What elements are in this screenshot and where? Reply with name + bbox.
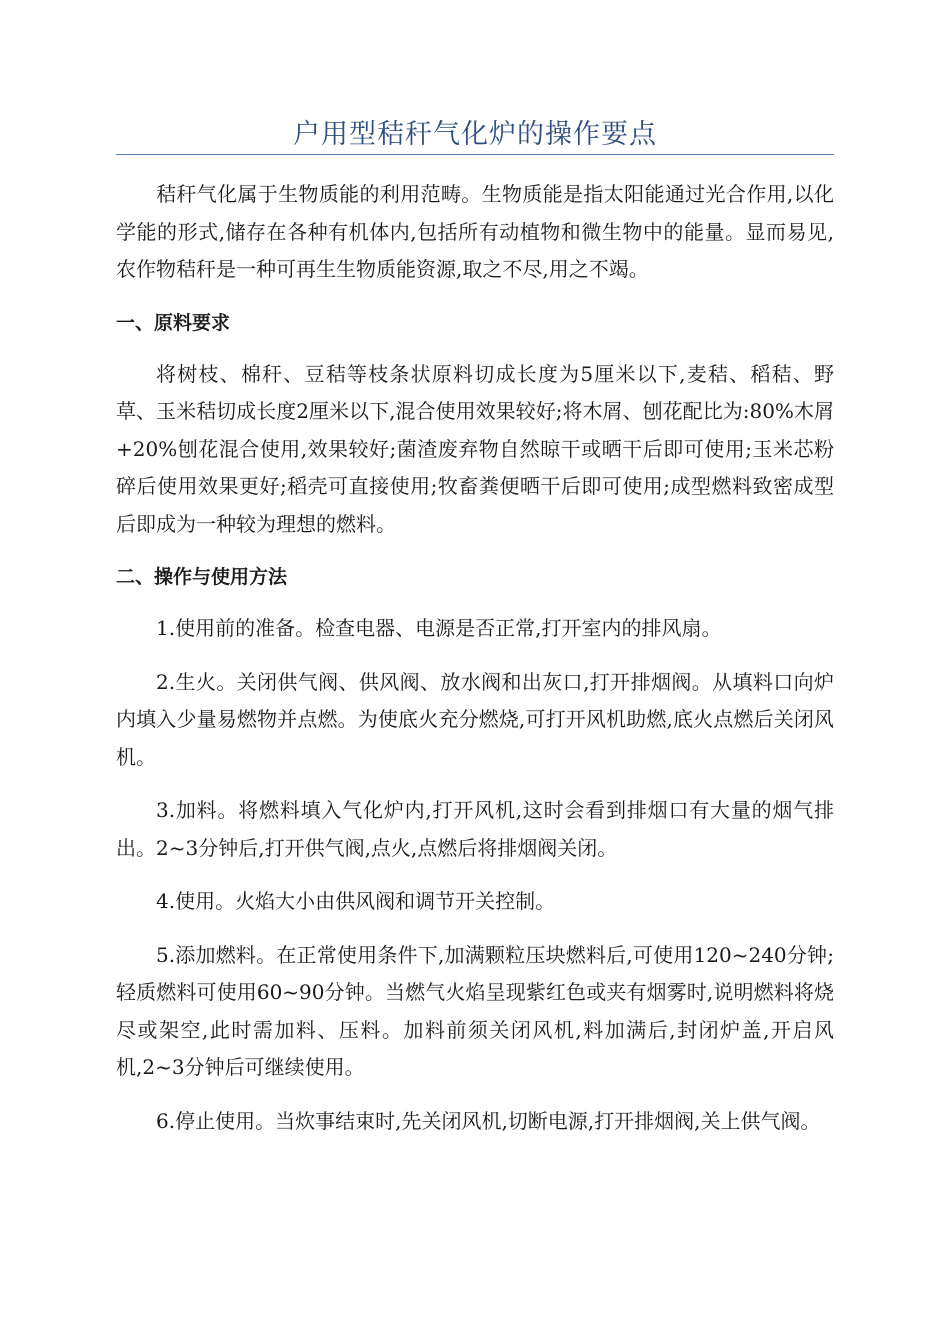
step-paragraph-3: 3.加料。将燃料填入气化炉内,打开风机,这时会看到排烟口有大量的烟气排出。2~3分钟后,打开供气阀,点火,点燃后将排烟阀关闭。 [116,798,834,860]
intro-paragraph: 秸秆气化属于生物质能的利用范畴。生物质能是指太阳能通过光合作用,以化学能的形式,储存在各种有机体内,包括所有动植物和微生物中的能量。显而易见,农作物秸秆是一种可再生生物质能资源,取之不尽,用之不竭。 [116,182,834,281]
document-body [116,176,834,1156]
step-paragraph-5: 5.添加燃料。在正常使用条件下,加满颗粒压块燃料后,可使用120~240分钟;轻质燃料可使用60~90分钟。当燃气火焰呈现紫红色或夹有烟雾时,说明燃料将烧尽或架空,此时需加料、压料。加料前须关闭风机,料加满后,封闭炉盖,开启风机,2~3分钟后可继续使用。 [116,942,834,1079]
step-paragraph-6: 6.停止使用。当炊事结束时,先关闭风机,切断电源,打开排烟阀,关上供气阀。 [156,1108,821,1133]
section-heading-materials: 一、原料要求 [116,311,231,334]
section-heading-operation: 二、操作与使用方法 [116,566,288,588]
step-paragraph-4: 4.使用。火焰大小由供风阀和调节开关控制。 [156,889,556,913]
step-paragraph-1: 1.使用前的准备。检查电器、电源是否正常,打开室内的排风扇。 [156,616,722,640]
document-title: 户用型秸秆气化炉的操作要点 [293,119,657,150]
step-paragraph-2: 2.生火。关闭供气阀、供风阀、放水阀和出灰口,打开排烟阀。从填料口向炉内填入少量易燃物并点燃。为使底火充分燃烧,可打开风机助燃,底火点燃后关闭风机。 [116,669,834,769]
title-underline [116,154,834,155]
materials-paragraph: 将树枝、棉秆、豆秸等枝条状原料切成长度为5厘米以下,麦秸、稻秸、野草、玉米秸切成长度2厘米以下,混合使用效果较好;将木屑、刨花配比为:80%木屑+20%刨花混合使用,效果较好;菌渣废弃物自然晾干或晒干后即可使用;玉米芯粉碎后使用效果更好;稻壳可直接使用;牧畜粪便晒干后即可使用;成型燃料致密成型后即成为一种较为理想的燃料。 [116,361,834,536]
